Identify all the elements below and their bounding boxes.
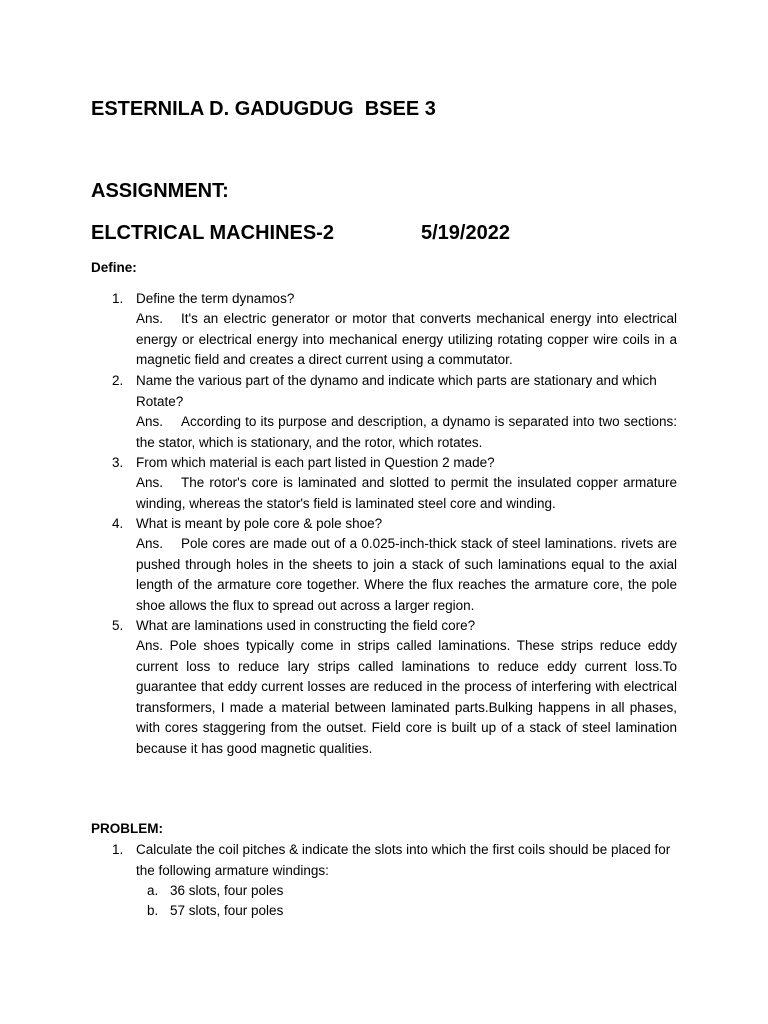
question-number: 1. (112, 291, 124, 306)
answer-text: It's an electric generator or motor that converts mechanical energy into electrical energy or electrical energy into mechanical energy utilizing rotating copper wire coils in a magnetic field and creates a direct current using a commutator. (136, 311, 677, 367)
answer-text: According to its purpose and description, a dynamo is separated into two sections: the stator, which is stationary, and the rotor, which rotates. (136, 414, 677, 450)
answer-block (136, 636, 677, 759)
answer-prefix: Ans. (136, 475, 164, 490)
problem-item-letter: a. (147, 883, 159, 898)
question-number: 2. (112, 373, 124, 388)
answer-block (136, 412, 677, 453)
answer-prefix: Ans. (136, 536, 164, 551)
question-text: Name the various part of the dynamo and indicate which parts are stationary and which Rotate? (136, 373, 657, 409)
answer-block (136, 473, 677, 514)
answer-text: The rotor's core is laminated and slotted to permit the insulated copper armature winding, whereas the stator's field is laminated steel core and winding. (136, 475, 677, 511)
question-text: What is meant by pole core & pole shoe? (136, 516, 383, 531)
problem-label: PROBLEM: (91, 821, 163, 836)
answer-prefix: Ans. (136, 638, 164, 653)
question-number: 3. (112, 455, 124, 470)
problem-item-text: 57 slots, four poles (170, 903, 284, 918)
answer-prefix: Ans. (136, 414, 164, 429)
question-text: From which material is each part listed in Question 2 made? (136, 455, 495, 470)
date-heading: 5/19/2022 (421, 222, 510, 244)
answer-block (136, 309, 677, 371)
course-heading: ELCTRICAL MACHINES-2 (91, 222, 334, 244)
question-number: 4. (112, 516, 124, 531)
student-name-heading: ESTERNILA D. GADUGDUG BSEE 3 (91, 98, 436, 120)
assignment-heading: ASSIGNMENT: (91, 180, 229, 202)
problem-number: 1. (112, 842, 124, 857)
answer-prefix: Ans. (136, 311, 164, 326)
answer-text: Pole shoes typically come in strips called laminations. These strips reduce eddy current loss to reduce lary strips called laminations to reduce eddy current loss.To guarantee that eddy current losses are reduced in the process of interfering with electrical transformers, I made a material between laminated parts.Bulking happens in all phases, with cores staggering from the outset. Field core is built up of a stack of steel lamination because it has good magnetic qualities. (136, 638, 677, 756)
question-text: What are laminations used in constructing the field core? (136, 618, 476, 633)
problem-item-letter: b. (147, 903, 159, 918)
problem-text: Calculate the coil pitches & indicate the slots into which the first coils should be placed for the following armature windings: (136, 842, 671, 878)
question-text: Define the term dynamos? (136, 291, 295, 306)
question-number: 5. (112, 618, 124, 633)
problem-item-text: 36 slots, four poles (170, 883, 284, 898)
define-label: Define: (91, 260, 137, 275)
answer-block (136, 534, 677, 616)
answer-text: Pole cores are made out of a 0.025-inch-thick stack of steel laminations. rivets are pushed through holes in the sheets to join a stack of such laminations equal to the axial length of the armature core together. Where the flux reaches the armature core, the pole shoe allows the flux to spread out across a larger region. (136, 536, 677, 613)
